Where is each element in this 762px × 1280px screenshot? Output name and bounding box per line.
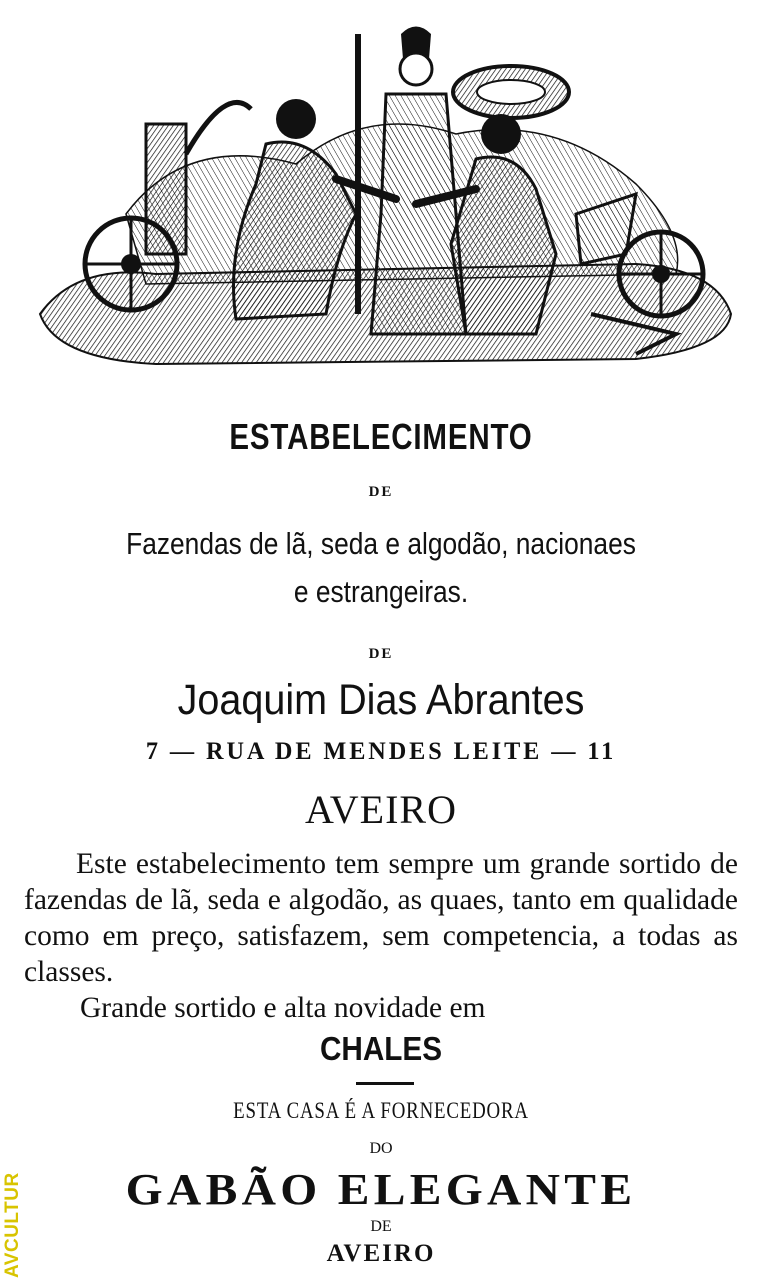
supplier-line: ESTA CASA É A FORNECEDORA bbox=[233, 1098, 529, 1123]
description-paragraph bbox=[24, 846, 738, 990]
street-address: 7 — RUA DE MENDES LEITE — 11 bbox=[145, 738, 617, 765]
de-label-2: DE bbox=[368, 646, 394, 662]
establishment-title: ESTABELECIMENTO bbox=[229, 416, 533, 457]
goods-line-2: e estrangeiras. bbox=[293, 574, 469, 609]
watermark: AVCULTUR bbox=[2, 1172, 23, 1278]
divider bbox=[356, 1082, 414, 1085]
allegorical-engraving-icon bbox=[36, 14, 736, 384]
owner-name: Joaquim Dias Abrantes bbox=[177, 676, 585, 724]
store-name: GABÃO ELEGANTE bbox=[125, 1165, 637, 1214]
de-label-3: DE bbox=[370, 1218, 392, 1235]
description-text: Este estabelecimento tem sempre um grande sortido de fazendas de lã, seda e algodão, as quaes, tanto em qualidade como em preço, satisfazem, sem competencia, a todas as classes. bbox=[24, 848, 738, 988]
novelty-paragraph bbox=[24, 990, 738, 1026]
do-label: DO bbox=[369, 1140, 393, 1157]
novelty-text: Grande sortido e alta novidade em bbox=[80, 992, 486, 1024]
goods-line-1: Fazendas de lã, seda e algodão, nacionaes bbox=[126, 526, 636, 561]
footer-city: AVEIRO bbox=[326, 1240, 436, 1267]
de-label: DE bbox=[368, 484, 394, 500]
city-name: AVEIRO bbox=[305, 787, 457, 832]
chales-heading: CHALES bbox=[319, 1030, 443, 1067]
